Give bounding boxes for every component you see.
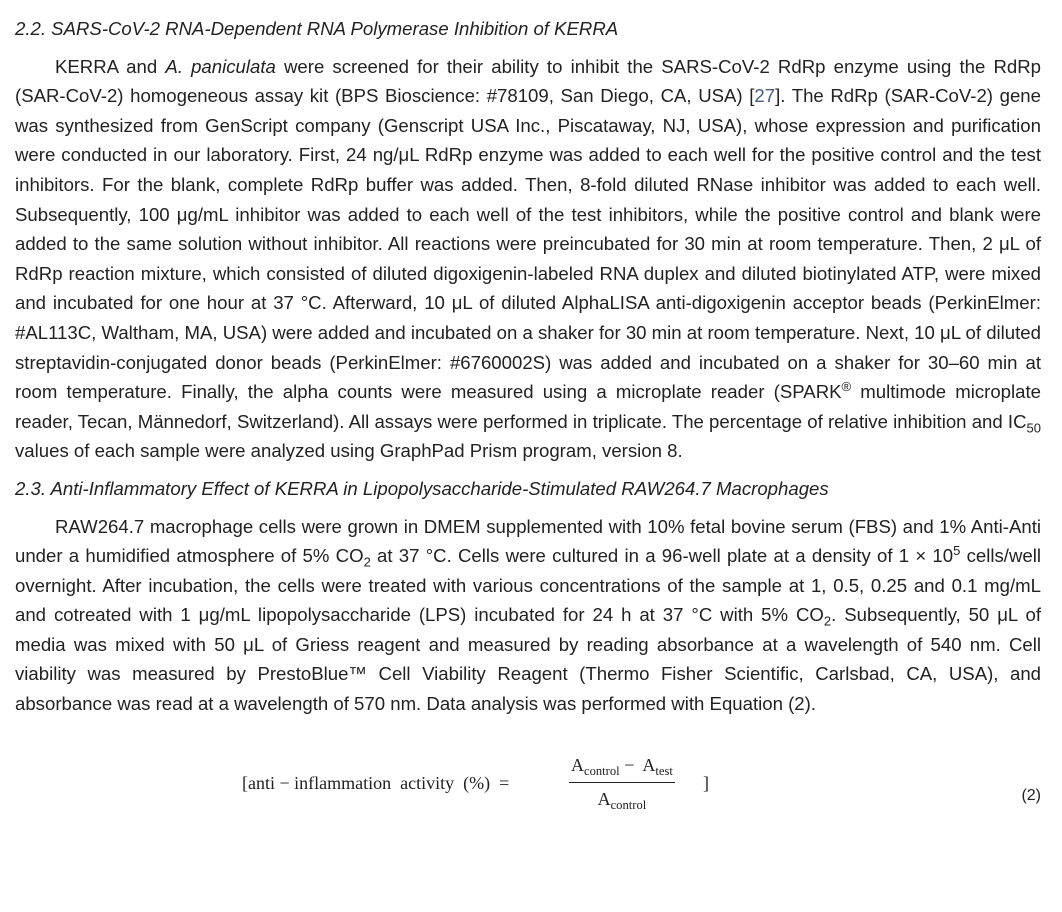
- section-heading-2-3: 2.3. Anti-Inflammatory Effect of KERRA in Lipopolysaccharide-Stimulated RAW264.7 Macrophages: [15, 477, 829, 499]
- operator: −: [619, 754, 643, 775]
- fraction-denominator: [569, 782, 675, 815]
- subscript: 2: [363, 554, 371, 570]
- term: A: [597, 789, 611, 810]
- subscript: test: [655, 763, 673, 778]
- term: A: [571, 754, 584, 775]
- equation-number: (2): [1021, 786, 1041, 804]
- paragraph-rdrp-inhibition: [15, 52, 1041, 466]
- text-run: were screened for their ability to inhibit the SARS-CoV-2 RdRp enzyme using the RdRp (SAR-CoV-2) homogeneous assay kit (BPS Bioscience: #78109, San Diego, CA, USA) [: [15, 55, 1041, 107]
- text-run: cells/well overnight. After incubation, the cells were treated with various concentrations of the sample at 1, 0.5, 0.25 and 0.1 mg/mL and cotreated with 1 μg/mL lipopolysaccharide (LPS) incubated for 24 h at 37 °C with 5% CO: [15, 545, 1041, 626]
- text-run: at 37 °C. Cells were cultured in a 96-well plate at a density of 1 × 10: [370, 545, 954, 567]
- registered-mark: ®: [841, 378, 852, 394]
- reference-link[interactable]: 27: [754, 85, 776, 107]
- text-run: RAW264.7 macrophage cells were grown in DMEM supplemented with 10% fetal bovine serum (FBS) and 1% Anti-Anti under a humidified atmosphere of 5% CO: [15, 515, 1041, 567]
- equation-lhs: [anti − inflammation activity (%) =: [242, 772, 510, 793]
- text-run: ]. The RdRp (SAR-CoV-2) gene was synthesized from GenScript company (Genscript USA Inc., Piscataway, NJ, USA), whose expression and purification were conducted in our laboratory. First, 24 ng/μL RdRp enzyme was added to each well for the positive control and the test inhibitors. For the blank, complete RdRp buffer was added. Then, 8-fold diluted RNase inhibitor was added to each well. Subsequently, 100 μg/mL inhibitor was added to each well of the test inhibitors, while the positive control and blank were added to the same solution without inhibitor. All reactions were preincubated for 30 min at room temperature. Then, 2 μL of RdRp reaction mixture, which consisted of diluted digoxigenin-labeled RNA duplex and diluted biotinylated ATP, were mixed and incubated for one hour at 37 °C. Afterward, 10 μL of diluted AlphaLISA anti-digoxigenin acceptor beads (PerkinElmer: #AL113C, Waltham, MA, USA) were added and incubated on a shaker for 30 min at room temperature. Next, 10 μL of diluted streptavidin-conjugated donor beads (PerkinElmer: #6760002S) was added and incubated on a shaker for 30–60 min at room temperature. Finally, the alpha counts were measured using a microplate reader (SPARK: [15, 85, 1041, 403]
- subscript: control: [610, 798, 647, 813]
- species-name: A. paniculata: [165, 55, 276, 77]
- paragraph-anti-inflammatory: [15, 512, 1041, 719]
- text-run: multimode microplate reader, Tecan, Männedorf, Switzerland). All assays were performed in triplicate. The percentage of relative inhibition and IC: [15, 381, 1041, 432]
- subscript: 2: [823, 614, 832, 629]
- subscript: control: [584, 763, 620, 778]
- section-heading-2-2: 2.2. SARS-CoV-2 RNA-Dependent RNA Polymerase Inhibition of KERRA: [15, 18, 619, 39]
- text-run: . Subsequently, 50 μL of media was mixed with 50 μL of Griess reagent and measured by reading absorbance at a wavelength of 540 nm. Cell viability was measured by PrestoBlue™ Cell Viability Reagent (Thermo Fisher Scientific, Carlsbad, CA, USA), and absorbance was read at a wavelength of 570 nm. Data analysis was performed with Equation (2).: [15, 604, 1041, 715]
- fraction-numerator: [569, 751, 675, 783]
- equation-2: [15, 754, 1041, 819]
- superscript: 5: [953, 542, 961, 558]
- text-run: KERRA and: [55, 55, 166, 77]
- term: A: [642, 754, 656, 775]
- equation-closing-bracket: ]: [703, 772, 709, 793]
- equation-fraction: [569, 751, 675, 815]
- text-run: values of each sample were analyzed using GraphPad Prism program, version 8.: [15, 440, 683, 462]
- subscript: 50: [1026, 420, 1041, 436]
